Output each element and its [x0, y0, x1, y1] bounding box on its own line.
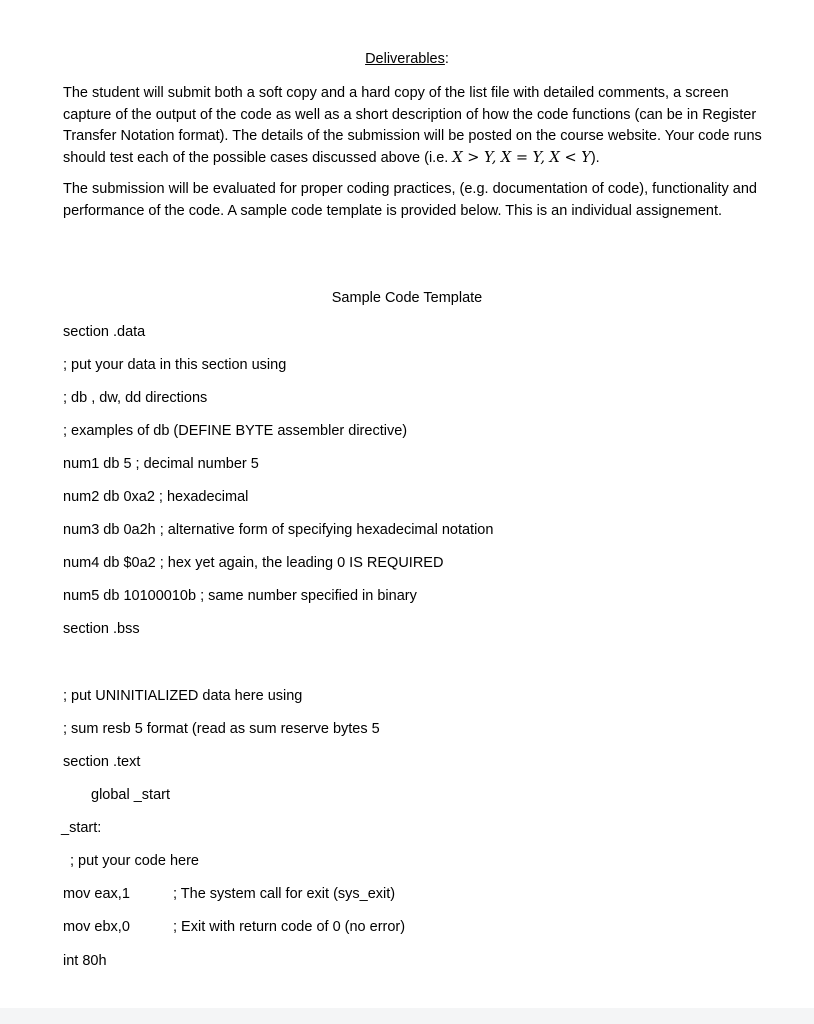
code-comment-code-here: ; put your code here	[70, 853, 199, 869]
template-title-text: Sample Code Template	[331, 290, 483, 306]
code-section-text: section .text	[63, 754, 141, 770]
code-int80: int 80h	[63, 953, 107, 969]
code-comment-uninit: ; put UNINITIALIZED data here using	[63, 688, 303, 704]
evaluation-paragraph: The submission will be evaluated for proper coding practices, (e.g. documentation of code), functionality and performance of the code. A sample code template is provided below. This is an individual assignement.	[63, 181, 757, 219]
code-num4: num4 db $0a2 ; hex yet again, the leading 0 IS REQUIRED	[63, 555, 444, 571]
template-title	[0, 290, 814, 306]
code-section-data: section .data	[63, 324, 146, 340]
deliverables-heading-colon: :	[444, 51, 449, 67]
submission-paragraph	[63, 83, 763, 169]
code-section-bss: section .bss	[63, 621, 140, 637]
code-comment-directions: ; db , dw, dd directions	[63, 390, 208, 406]
code-global-start: global _start	[91, 787, 170, 803]
submission-paragraph-text: The student will submit both a soft copy and a hard copy of the list file with detailed comments, a screen capture of the output of the code as well as a short description of how the code functions (can be in Register Transfer Notation format). The details of the submission will be posted on the course website. Your code runs should test each of the possible cases discussed above (i.e.	[63, 85, 762, 166]
cases-math: X > Y, X = Y, X < Y	[452, 149, 591, 166]
code-start-label: _start:	[61, 820, 102, 836]
code-comment-resb: ; sum resb 5 format (read as sum reserve bytes 5	[63, 721, 380, 737]
code-mov-eax-comment: ; The system call for exit (sys_exit)	[173, 886, 396, 902]
code-num3: num3 db 0a2h ; alternative form of specifying hexadecimal notation	[63, 522, 494, 538]
code-mov-ebx: mov ebx,0	[63, 919, 130, 935]
deliverables-heading	[0, 51, 814, 67]
code-num1: num1 db 5 ; decimal number 5	[63, 456, 259, 472]
code-comment-examples: ; examples of db (DEFINE BYTE assembler directive)	[63, 423, 408, 439]
code-num2: num2 db 0xa2 ; hexadecimal	[63, 489, 249, 505]
deliverables-heading-text: Deliverables	[365, 51, 445, 67]
submission-paragraph-tail: ).	[590, 149, 600, 166]
code-mov-ebx-comment: ; Exit with return code of 0 (no error)	[173, 919, 406, 935]
code-num5: num5 db 10100010b ; same number specified in binary	[63, 588, 417, 604]
code-comment-put-data: ; put your data in this section using	[63, 357, 287, 373]
page-bottom-band	[0, 1008, 814, 1024]
code-mov-eax: mov eax,1	[63, 886, 130, 902]
